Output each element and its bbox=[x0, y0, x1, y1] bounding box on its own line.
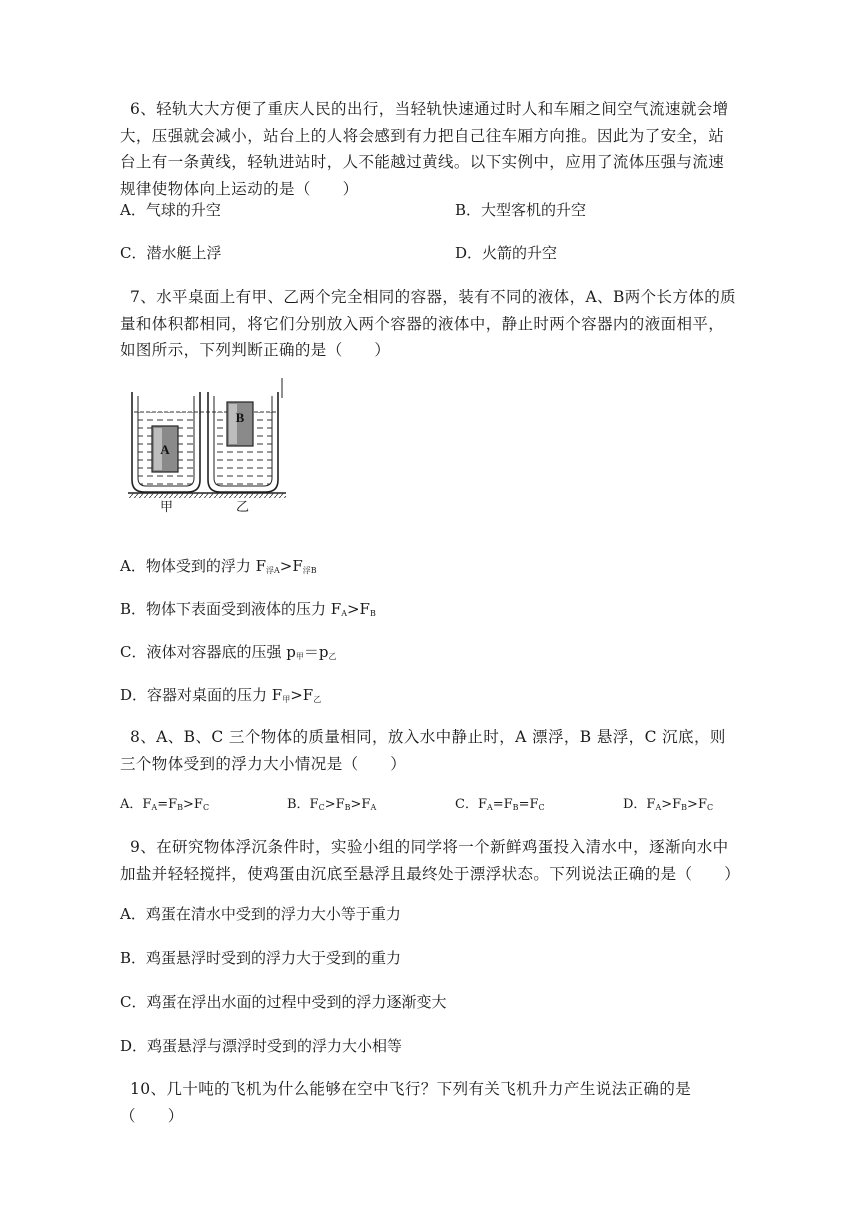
question-8-text: 8、A、B、C 三个物体的质量相同，放入水中静止时，A 漂浮，B 悬浮，C 沉底，则三个物体受到的浮力大小情况是（ ） bbox=[120, 728, 726, 773]
question-9-option-b: B．鸡蛋悬浮时受到的浮力大于受到的重力 bbox=[120, 949, 402, 967]
question-10-stem bbox=[120, 1076, 740, 1129]
question-8-stem bbox=[120, 724, 740, 777]
containers-diagram bbox=[126, 376, 290, 514]
question-6-text: 6、轻轨大大方便了重庆人民的出行，当轻轨快速通过时人和车厢之间空气流速就会增大，压强就会减小，站台上的人将会感到有力把自己往车厢方向推。因此为了安全，站台上有一条黄线，轻轨进站时，人不能越过黄线。以下实例中，应用了流体压强与流速规律使物体向上运动的是（ ） bbox=[120, 100, 729, 198]
question-9-option-c: C．鸡蛋在浮出水面的过程中受到的浮力逐渐变大 bbox=[120, 993, 447, 1011]
question-9-stem bbox=[120, 834, 740, 887]
question-10-text: 10、几十吨的飞机为什么能够在空中飞行？下列有关飞机升力产生说法正确的是（ ） bbox=[120, 1080, 692, 1125]
question-7-stem bbox=[120, 284, 740, 364]
question-8-option-c: C．FA=FB=FC bbox=[455, 797, 545, 812]
question-6-option-b: B．大型客机的升空 bbox=[455, 201, 587, 219]
label-jia: 甲 bbox=[160, 500, 174, 514]
block-a-label: A bbox=[160, 442, 170, 457]
question-6-option-d: D．火箭的升空 bbox=[455, 244, 558, 262]
table-hatch bbox=[128, 493, 286, 498]
question-8-option-d: D．FA>FB>FC bbox=[623, 797, 714, 812]
question-7-option-b: B．物体下表面受到液体的压力 FA>FB bbox=[120, 600, 376, 618]
question-7-option-c: C．液体对容器底的压强 p甲＝p乙 bbox=[120, 643, 337, 661]
question-9-option-d: D．鸡蛋悬浮与漂浮时受到的浮力大小相等 bbox=[120, 1037, 403, 1055]
question-6-stem bbox=[120, 96, 740, 202]
question-6-option-a: A．气球的升空 bbox=[120, 201, 221, 219]
question-7-option-d: D．容器对桌面的压力 F甲>F乙 bbox=[120, 686, 322, 704]
question-8-option-b: B．FC>FB>FA bbox=[287, 797, 377, 812]
containers-figure bbox=[126, 376, 290, 514]
question-9-text: 9、在研究物体浮沉条件时，实验小组的同学将一个新鲜鸡蛋投入清水中，逐渐向水中加盐并轻轻搅拌，使鸡蛋由沉底至悬浮且最终处于漂浮状态。下列说法正确的是（ ） bbox=[120, 838, 741, 883]
question-6-option-c: C．潜水艇上浮 bbox=[120, 244, 222, 262]
question-7-text: 7、水平桌面上有甲、乙两个完全相同的容器，装有不同的液体，A、B两个长方体的质量和体积都相同，将它们分别放入两个容器的液体中，静止时两个容器内的液面相平，如图所示，下列判断正确的是（ ） bbox=[120, 288, 737, 359]
block-b-label: B bbox=[235, 410, 245, 425]
label-yi: 乙 bbox=[236, 500, 250, 514]
question-7-option-a: A．物体受到的浮力 F浮A>F浮B bbox=[120, 557, 317, 575]
question-9-option-a: A．鸡蛋在清水中受到的浮力大小等于重力 bbox=[120, 905, 401, 923]
question-8-option-a: A．FA=FB>FC bbox=[120, 797, 210, 812]
